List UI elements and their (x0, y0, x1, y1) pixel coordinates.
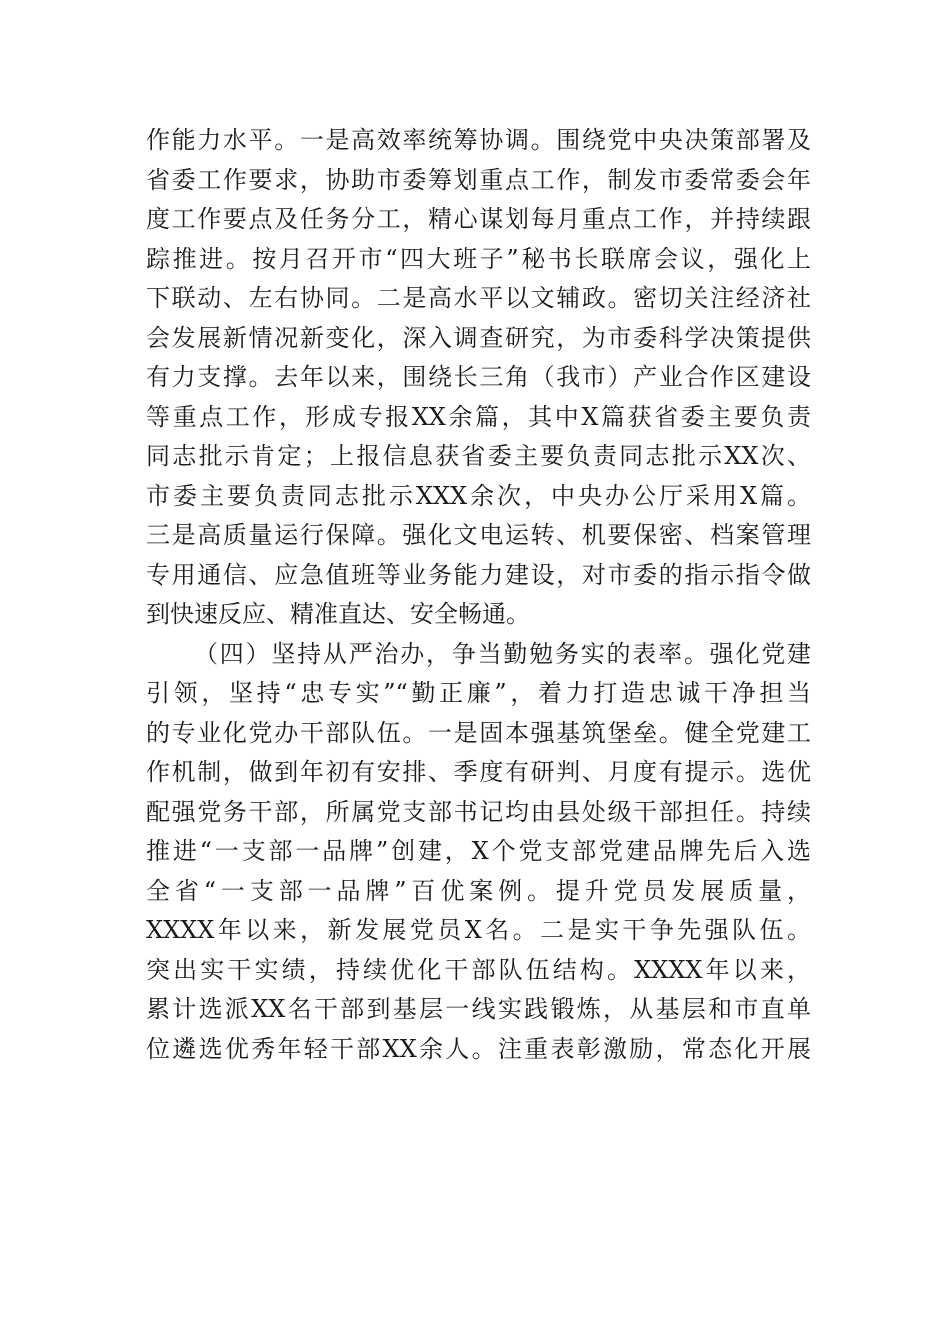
text-line: 市委主要负责同志批示XXX余次，中央办公厅采用X篇。 (146, 481, 811, 510)
text-line: 会发展新情况新变化，深入调查研究，为市委科学决策提供 (146, 323, 811, 352)
text-line: 作机制，做到年初有安排、季度有研判、月度有提示。选优 (146, 758, 811, 786)
text-line: 全省“一支部一品牌”百优案例。提升党员发展质量， (146, 876, 811, 905)
text-line: 累计选派XX名干部到基层一线实践锻炼，从基层和市直单 (146, 995, 811, 1023)
text-line: 同志批示肯定；上报信息获省委主要负责同志批示XX次、 (146, 442, 811, 470)
text-line: 位遴选优秀年轻干部XX余人。注重表彰激励，常态化开展 (146, 1034, 811, 1063)
text-line: 度工作要点及任务分工，精心谋划每月重点工作，并持续跟 (146, 205, 811, 233)
text-line: 作能力水平。一是高效率统筹协调。围绕党中央决策部署及 (146, 126, 811, 154)
text-line: 配强党务干部，所属党支部书记均由县处级干部担任。持续 (146, 797, 811, 826)
text-line: 等重点工作，形成专报XX余篇，其中X篇获省委主要负责 (146, 402, 811, 431)
text-line: 专用通信、应急值班等业务能力建设，对市委的指示指令做 (146, 560, 811, 589)
text-line: 引领，坚持“忠专实”“勤正廉”，着力打造忠诚干净担当 (146, 679, 811, 707)
section-heading-line: （四）坚持从严治办，争当勤勉务实的表率。强化党建 (194, 639, 811, 668)
text-line: 下联动、左右协同。二是高水平以文辅政。密切关注经济社 (146, 284, 811, 312)
text-line: 踪推进。按月召开市“四大班子”秘书长联席会议，强化上 (146, 244, 811, 273)
text-line: 有力支撑。去年以来，围绕长三角（我市）产业合作区建设 (146, 363, 811, 391)
paragraph-end-line: 到快速反应、精准直达、安全畅通。 (146, 600, 530, 628)
text-line: 突出实干实绩，持续优化干部队伍结构。XXXX年以来， (146, 955, 811, 984)
text-line: 三是高质量运行保障。强化文电运转、机要保密、档案管理 (146, 521, 811, 549)
text-line: XXXX年以来，新发展党员X名。二是实干争先强队伍。 (146, 916, 811, 944)
text-line: 的专业化党办干部队伍。一是固本强基筑堡垒。健全党建工 (146, 718, 811, 747)
body-text (146, 121, 811, 1069)
text-line: 推进“一支部一品牌”创建，X个党支部党建品牌先后入选 (146, 837, 811, 865)
text-line: 省委工作要求，协助市委筹划重点工作，制发市委常委会年 (146, 165, 811, 194)
